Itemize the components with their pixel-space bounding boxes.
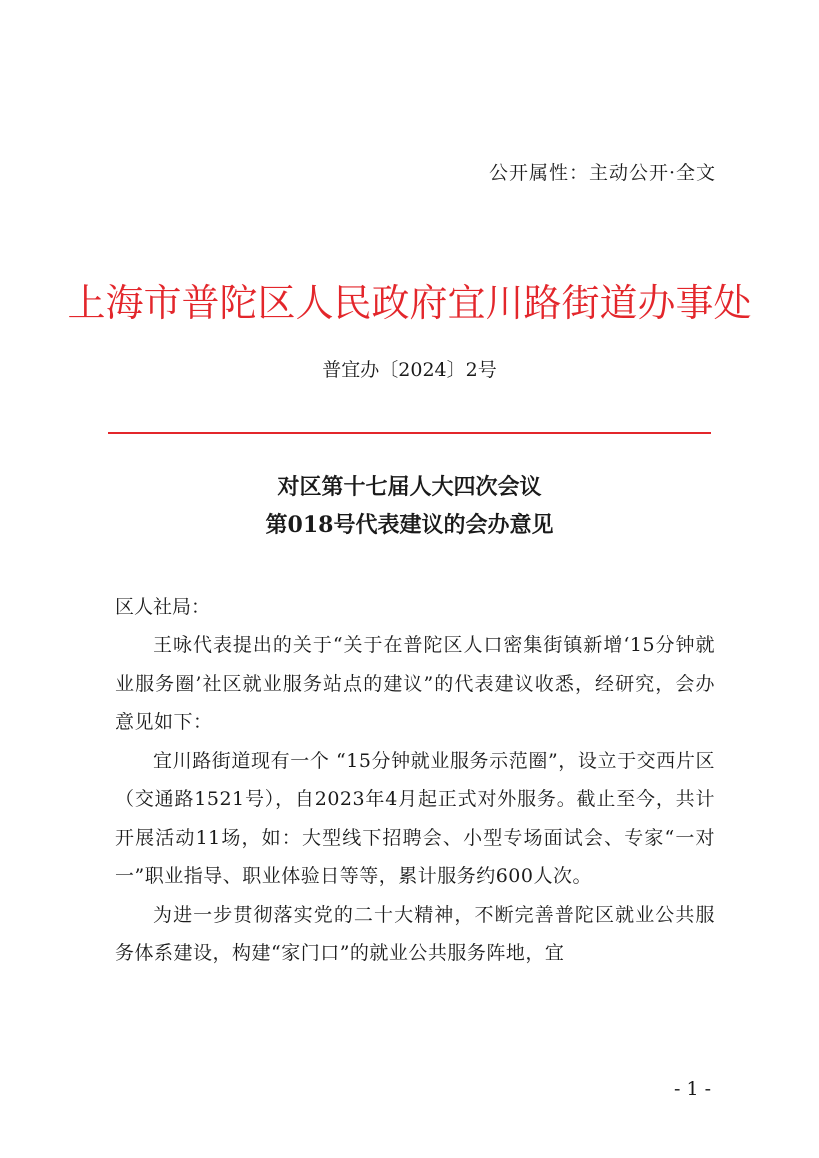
body-paragraph: 为进一步贯彻落实党的二十大精神，不断完善普陀区就业公共服务体系建设，构建“家门口”的就业公共服务阵地，宜 <box>115 903 715 964</box>
document-title-line-2: 第018号代表建议的会办意见 <box>265 512 554 538</box>
salutation: 区人社局： <box>115 596 211 618</box>
body-paragraphs <box>115 626 715 973</box>
letterhead-red-rule <box>108 432 711 434</box>
document-title-line-1: 对区第十七届人大四次会议 <box>277 474 542 500</box>
body-paragraph: 王咏代表提出的关于“关于在普陀区人口密集街镇新增‘15分钟就业服务圈’社区就业服务站点的建议”的代表建议收悉，经研究，会办意见如下： <box>115 634 715 733</box>
body-paragraph: 宜川路街道现有一个 “15分钟就业服务示范圈”，设立于交西片区（交通路1521号），自2023年4月起正式对外服务。截止至今，共计开展活动11场，如：大型线下招聘会、小型专场面试会、专家“一对一”职业指导、职业体验日等等，累计服务约600人次。 <box>115 749 715 887</box>
document-number: 普宜办〔2024〕2号 <box>322 359 497 381</box>
org-letterhead-title: 上海市普陀区人民政府宜川路街道办事处 <box>67 281 752 325</box>
disclosure-label: 公开属性：主动公开·全文 <box>488 162 716 184</box>
page-number: - 1 - <box>673 1078 711 1100</box>
